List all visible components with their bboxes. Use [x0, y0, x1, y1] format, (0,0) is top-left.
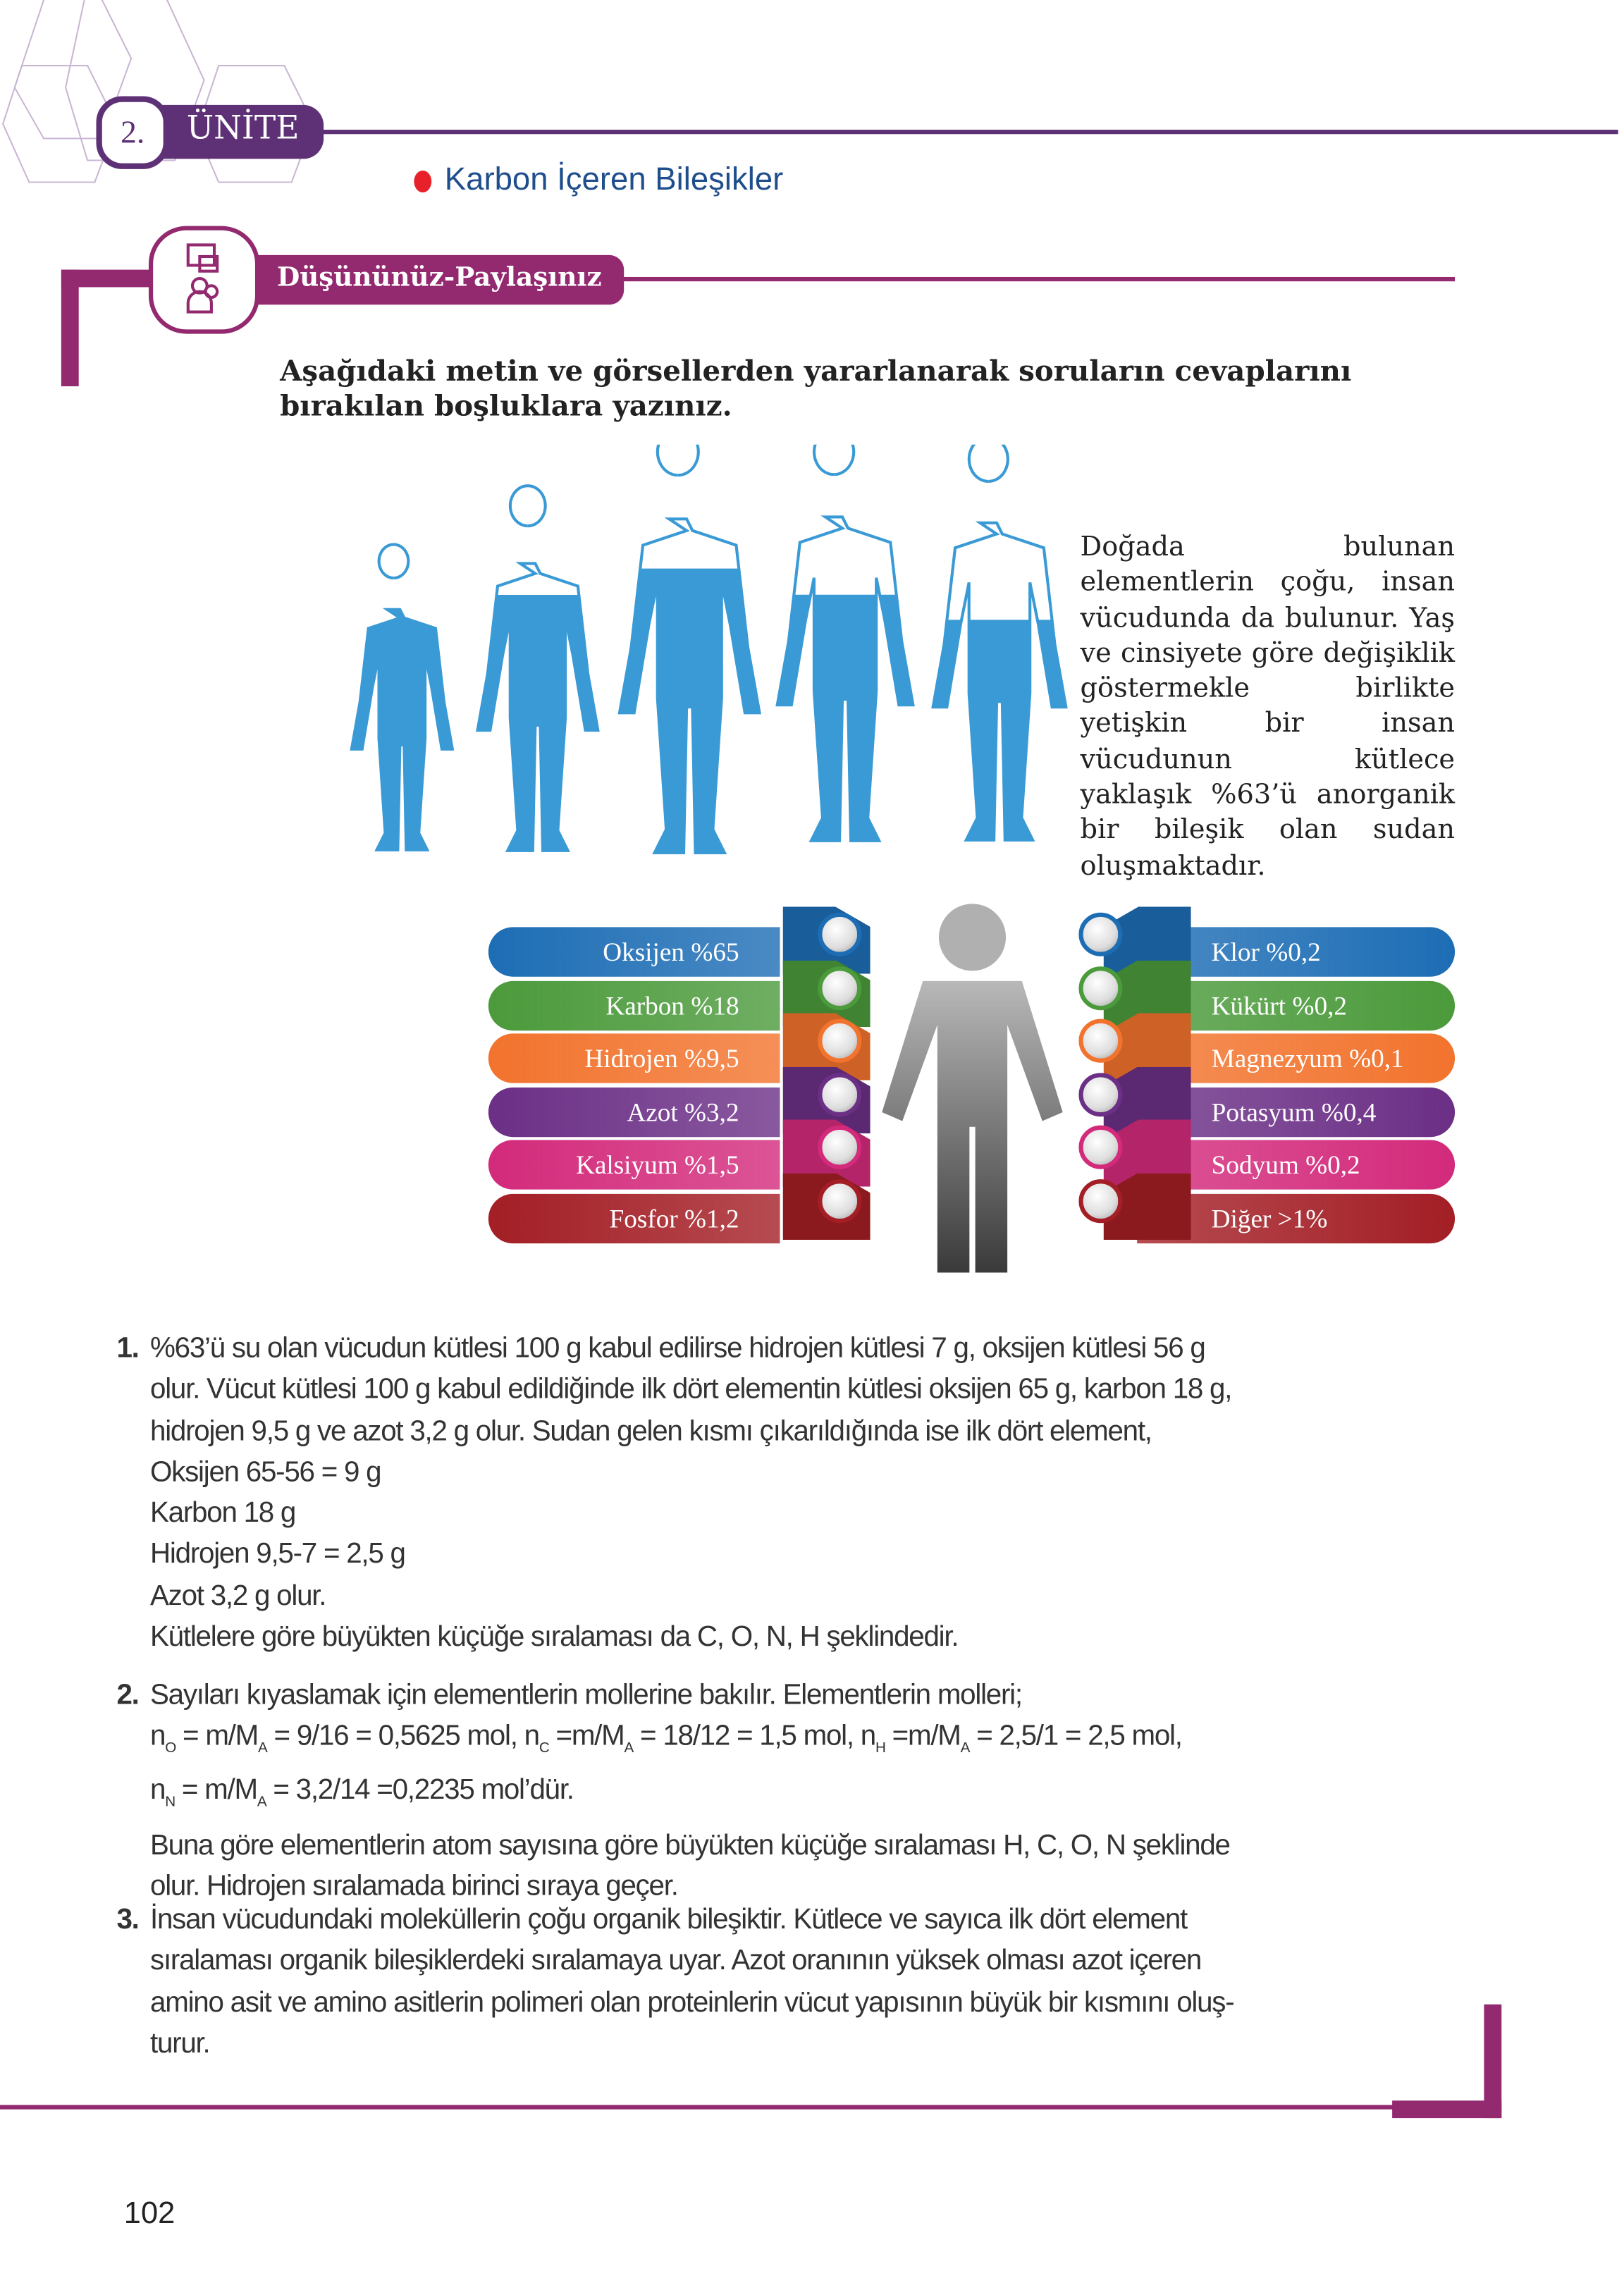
formula-text: n	[150, 1720, 166, 1753]
answer-1	[116, 1328, 1472, 1658]
formula-text: = m/M	[174, 1775, 257, 1807]
knob-icon	[1078, 966, 1122, 1009]
element-bar: Diğer >1%	[1137, 1193, 1455, 1243]
answer-2	[116, 1675, 1472, 1907]
body-figure	[478, 486, 598, 851]
answer-3	[116, 1900, 1472, 2064]
answer-line: hidrojen 9,5 g ve azot 3,2 g olur. Sudan gelen kısmı çıkarıldığında ise ilk dört element,	[150, 1415, 1152, 1447]
answer-line: Oksijen 65-56 = 9 g	[150, 1455, 381, 1489]
formula-line	[150, 1771, 1472, 1825]
formula-text: = 9/16 = 0,5625 mol, n	[266, 1720, 539, 1753]
subscript: C	[539, 1740, 549, 1757]
formula-text: =m/M	[548, 1720, 625, 1753]
activity-title: Düşününüz-Paylaşınız	[276, 262, 602, 293]
answer-line: olur. Vücut kütlesi 100 g kabul edildiğinde ilk dört elementin kütlesi oksijen 65 g, karbon 18 g,	[150, 1373, 1232, 1406]
formula-line	[150, 1716, 1472, 1771]
element-bar: Hidrojen %9,5	[488, 1033, 780, 1083]
unit-label: ÜNİTE	[186, 111, 300, 147]
human-water-figures	[328, 445, 1071, 882]
knob-icon	[818, 1072, 861, 1116]
answer-line: Buna göre elementlerin atom sayısına göre büyükten küçüğe sıralaması H, C, O, N şeklinde	[150, 1828, 1230, 1861]
subscript: A	[624, 1740, 634, 1757]
subscript: N	[165, 1795, 175, 1811]
formula-text: = m/M	[176, 1720, 259, 1753]
body-figure	[933, 445, 1066, 840]
knob-icon	[1078, 1178, 1122, 1222]
activity-line	[583, 277, 1455, 281]
knob-icon	[1078, 1126, 1122, 1169]
element-bar: Fosfor %1,2	[488, 1193, 780, 1243]
element-bar: Magnezyum %0,1	[1137, 1033, 1455, 1083]
knob-icon	[818, 1126, 861, 1169]
body-figure	[777, 445, 914, 841]
answer-line: turur.	[150, 2027, 210, 2060]
answer-line: Kütlelere göre büyükten küçüğe sıralaması da C, O, N, H şeklindedir.	[150, 1621, 959, 1654]
answer-line: Hidrojen 9,5-7 = 2,5 g	[150, 1538, 405, 1571]
activity-bracket-top	[61, 270, 164, 288]
subscript: A	[257, 1795, 266, 1811]
page-number: 102	[123, 2196, 176, 2231]
answer-line: İnsan vücudundaki moleküllerin çoğu organik bileşiktir. Kütlece ve sayıca ilk dört element	[150, 1904, 1187, 1936]
answer-line: Azot 3,2 g olur.	[150, 1580, 326, 1612]
bullet-icon	[414, 171, 431, 192]
activity-instruction: Aşağıdaki metin ve görsellerden yararlanarak soruların cevaplarını bırakılan boşluklara yazınız.	[280, 354, 1352, 423]
formula-text: =m/M	[885, 1720, 961, 1753]
footer-bracket-bottom	[1392, 2100, 1501, 2118]
knob-icon	[1078, 1019, 1122, 1063]
intro-paragraph: Doğada bulunan elementlerin çoğu, insan vücudunda da bulunur. Yaş ve cinsiyete göre değişiklik göstermekle birlikte yetişkin bir insan vücudunun kütlece yaklaşık %63’ü anorganik bir bileşik olan sudan oluşmaktadır.	[1080, 531, 1456, 882]
knob-icon	[818, 1178, 861, 1222]
hexagon-decoration	[0, 0, 350, 190]
unit-line	[161, 130, 1618, 134]
answer-line: olur. Hidrojen sıralamada birinci sıraya geçer.	[150, 1870, 678, 1902]
answer-line: amino asit ve amino asitlerin polimeri olan proteinlerin vücut yapısının büyük bir kısmını oluş-	[150, 1986, 1234, 2019]
unit-number: 2.	[97, 97, 169, 169]
answer-line: Karbon 18 g	[150, 1497, 296, 1529]
knob-icon	[818, 913, 861, 956]
answer-line: Sayıları kıyaslamak için elementlerin mollerine bakılır. Elementlerin molleri;	[150, 1679, 1022, 1712]
element-bar: Oksijen %65	[488, 927, 780, 976]
answer-number: 2.	[116, 1679, 139, 1712]
subscript: H	[875, 1740, 885, 1757]
human-silhouette-icon	[879, 901, 1066, 1274]
formula-text: = 3,2/14 =0,2235 mol’dür.	[266, 1775, 574, 1807]
subscript: A	[258, 1740, 267, 1757]
element-bar: Kükürt %0,2	[1137, 980, 1455, 1030]
formula-text: n	[150, 1775, 166, 1807]
subscript: O	[165, 1740, 176, 1757]
element-bar: Potasyum %0,4	[1137, 1087, 1455, 1136]
knob-icon	[1078, 913, 1122, 956]
answer-number: 1.	[116, 1332, 139, 1365]
formula-text: = 18/12 = 1,5 mol, n	[633, 1720, 875, 1753]
element-bar: Kalsiyum %1,5	[488, 1140, 780, 1189]
activity-title-bar	[233, 255, 624, 304]
subscript: A	[960, 1740, 970, 1757]
footer-line	[0, 2105, 1501, 2109]
unit-badge	[146, 105, 324, 159]
element-bar: Sodyum %0,2	[1137, 1140, 1455, 1189]
answer-line: %63’ü su olan vücudun kütlesi 100 g kabul edilirse hidrojen kütlesi 7 g, oksijen kütlesi 56 g	[150, 1332, 1205, 1365]
knob-icon	[818, 1019, 861, 1063]
element-bar: Karbon %18	[488, 980, 780, 1030]
element-bar: Azot %3,2	[488, 1087, 780, 1136]
element-bar: Klor %0,2	[1137, 927, 1455, 976]
discussion-icon	[149, 226, 259, 334]
formula-text: = 2,5/1 = 2,5 mol,	[969, 1720, 1182, 1753]
body-figure	[620, 445, 760, 853]
answer-number: 3.	[116, 1904, 139, 1936]
answer-line: sıralaması organik bileşiklerdeki sıralamaya uyar. Azot oranının yüksek olması azot içeren	[150, 1945, 1202, 1978]
body-figure	[352, 544, 453, 849]
knob-icon	[1078, 1072, 1122, 1116]
knob-icon	[818, 966, 861, 1009]
section-title: Karbon İçeren Bileşikler	[444, 160, 784, 197]
